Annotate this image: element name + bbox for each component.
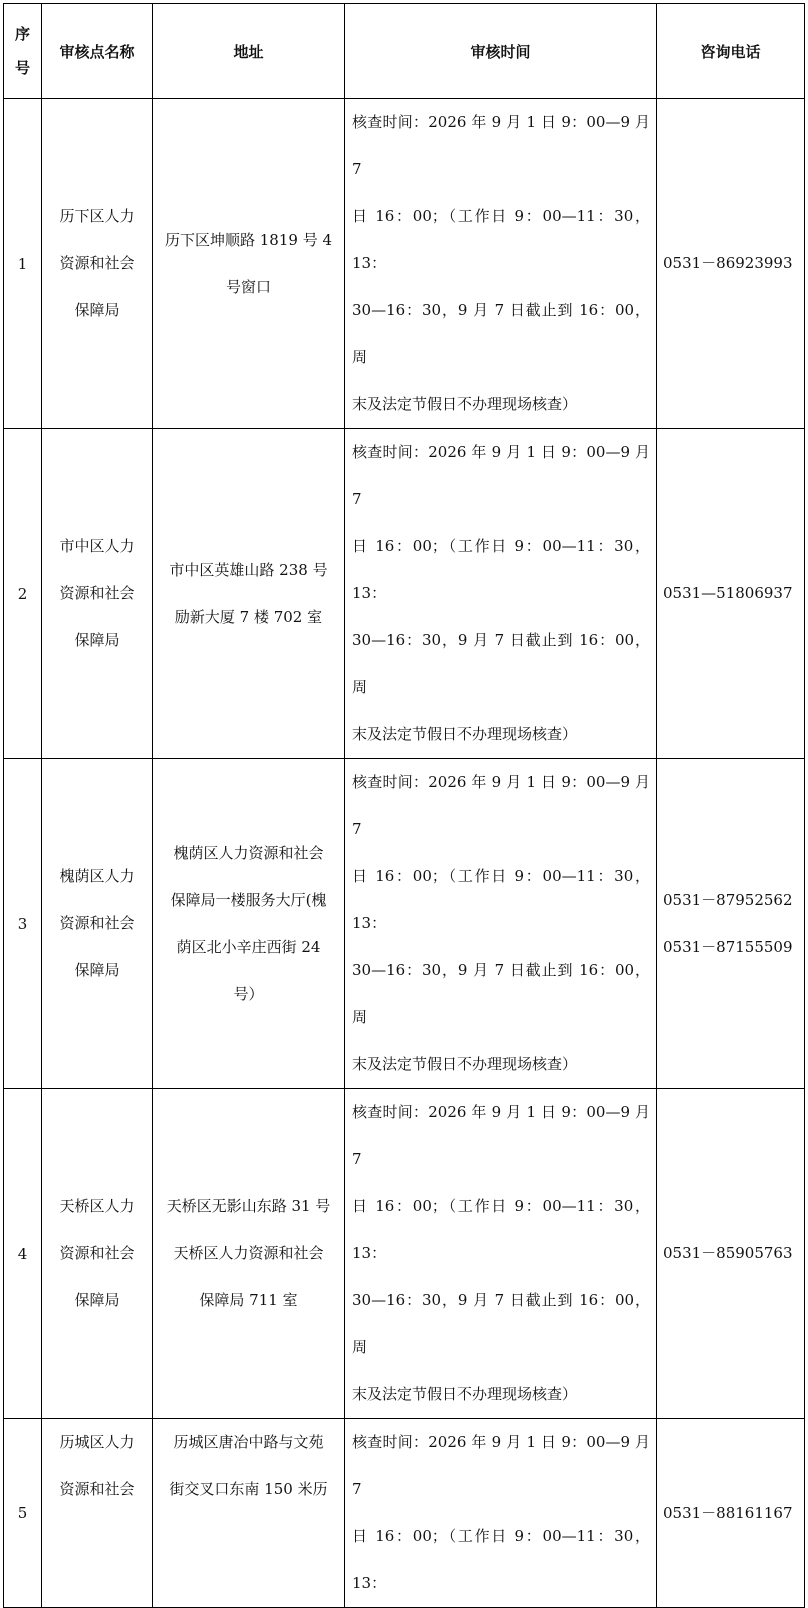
site-cell: 天桥区人力 资源和社会 保障局 [42, 1089, 153, 1419]
phone-cell: 0531－86923993 [657, 99, 805, 429]
address-cell: 市中区英雄山路 238 号 励新大厦 7 楼 702 室 [153, 429, 345, 759]
address-cell: 天桥区无影山东路 31 号 天桥区人力资源和社会 保障局 711 室 [153, 1089, 345, 1419]
table-row [4, 759, 805, 1089]
table-row [4, 1089, 805, 1419]
address-cell: 历下区坤顺路 1819 号 4 号窗口 [153, 99, 345, 429]
site-cell: 市中区人力 资源和社会 保障局 [42, 429, 153, 759]
site-cell: 槐荫区人力 资源和社会 保障局 [42, 759, 153, 1089]
table-row [4, 429, 805, 759]
phone-cell: 0531－88161167 [657, 1419, 805, 1608]
table-header-row [4, 4, 805, 99]
table-row [4, 99, 805, 429]
seq-cell: 3 [4, 759, 42, 1089]
table-row [4, 1419, 805, 1608]
audit-sites-table [3, 3, 805, 1608]
seq-cell: 1 [4, 99, 42, 429]
time-cell: 核查时间：2026 年 9 月 1 日 9：00—9 月 7 日 16：00；（工作日 9：00—11：30，13： 30—16：30，9 月 7 日截止到 16：00，周 末及法定节假日不办理现场核查） [345, 429, 657, 759]
header-address: 地址 [153, 4, 345, 99]
seq-cell: 5 [4, 1419, 42, 1608]
address-cell: 槐荫区人力资源和社会 保障局一楼服务大厅(槐 荫区北小辛庄西街 24 号） [153, 759, 345, 1089]
address-cell: 历城区唐冶中路与文苑 街交叉口东南 150 米历 [153, 1419, 345, 1608]
seq-cell: 4 [4, 1089, 42, 1419]
header-site: 审核点名称 [42, 4, 153, 99]
phone-cell: 0531—51806937 [657, 429, 805, 759]
header-phone: 咨询电话 [657, 4, 805, 99]
header-time: 审核时间 [345, 4, 657, 99]
seq-cell: 2 [4, 429, 42, 759]
site-cell: 历下区人力 资源和社会 保障局 [42, 99, 153, 429]
time-cell: 核查时间：2026 年 9 月 1 日 9：00—9 月 7 日 16：00；（工作日 9：00—11：30，13： 30—16：30，9 月 7 日截止到 16：00，周 末及法定节假日不办理现场核查） [345, 99, 657, 429]
site-cell: 历城区人力 资源和社会 [42, 1419, 153, 1608]
time-cell: 核查时间：2026 年 9 月 1 日 9：00—9 月 7 日 16：00；（工作日 9：00—11：30，13： 30—16：30，9 月 7 日截止到 16：00，周 末及法定节假日不办理现场核查） [345, 759, 657, 1089]
phone-cell: 0531－85905763 [657, 1089, 805, 1419]
phone-cell: 0531－87952562 0531－87155509 [657, 759, 805, 1089]
time-cell: 核查时间：2026 年 9 月 1 日 9：00—9 月 7 日 16：00；（工作日 9：00—11：30，13： 30—16：30，9 月 7 日截止到 16：00，周 末及法定节假日不办理现场核查） [345, 1089, 657, 1419]
header-seq: 序 号 [4, 4, 42, 99]
time-cell: 核查时间：2026 年 9 月 1 日 9：00—9 月 7 日 16：00；（工作日 9：00—11：30，13： [345, 1419, 657, 1608]
